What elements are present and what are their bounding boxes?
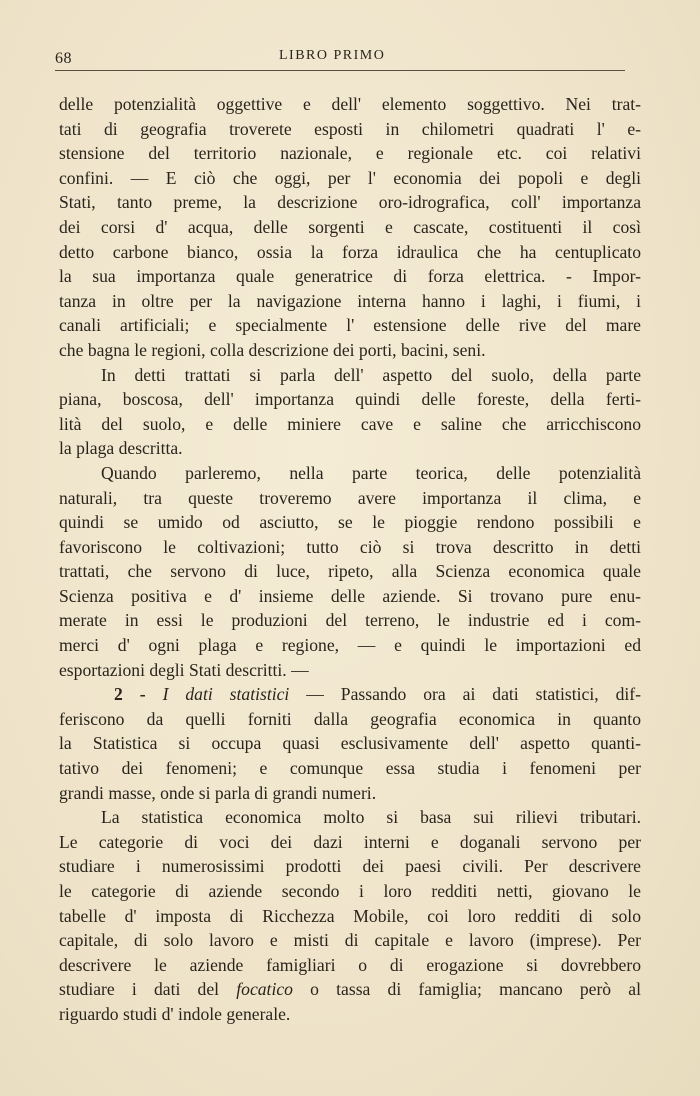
text-line: Le categorie di voci dei dazi interni e doganali servono per [59, 831, 641, 852]
text-line: stensione del territorio nazionale, e regionale etc. coi relativi [59, 143, 641, 164]
italic-term: focatico [236, 979, 293, 1000]
paragraph-5 [59, 805, 641, 1026]
text-line: La statistica economica molto si basa sui rilievi tributari. [101, 807, 641, 828]
paragraph-section-2 [59, 682, 641, 805]
text-line: trattati, che servono di luce, ripeto, alla Scienza economica quale [59, 561, 641, 582]
section-number: 2 - [114, 684, 146, 705]
paragraph-2 [59, 363, 641, 461]
section-title: I dati statistici [162, 684, 290, 705]
text-line: capitale, di solo lavoro e misti di capitale e lavoro (imprese). Per [59, 930, 641, 951]
text-line: piana, boscosa, dell' importanza quindi delle foreste, della ferti- [59, 389, 641, 410]
text-line: tati di geografia troverete esposti in chilometri quadrati l' e- [59, 118, 641, 139]
text-line: la sua importanza quale generatrice di forza elettrica. - Impor- [59, 266, 641, 287]
text-line: tanza in oltre per la navigazione interna hanno i laghi, i fiumi, i [59, 290, 641, 311]
text-line: studiare i numerosissimi prodotti dei paesi civili. Per descrivere [59, 856, 641, 877]
text-line: Stati, tanto preme, la descrizione oro-idrografica, coll' importanza [59, 192, 641, 213]
text-line: le categorie di aziende secondo i loro redditi netti, giovano le [59, 881, 641, 901]
text-line: dei corsi d' acqua, delle sorgenti e cascate, costituenti il così [59, 216, 641, 237]
text-line: In detti trattati si parla dell' aspetto del suolo, della parte [101, 364, 641, 385]
text-line [59, 977, 641, 1002]
text-line: descrivere le aziende famigliari o di erogazione si dovrebbero [59, 954, 641, 975]
text-line: tabelle d' imposta di Ricchezza Mobile, coi loro redditi di solo [59, 905, 641, 926]
page-header [55, 48, 625, 68]
text-line: la Statistica si occupa quasi esclusivamente dell' aspetto quanti- [59, 733, 641, 754]
text-fragment: o tassa di famiglia; mancano però al [310, 979, 641, 1000]
body-text [59, 92, 641, 1027]
text-line: esportazioni degli Stati descritti. — [59, 659, 309, 680]
running-head: LIBRO PRIMO [279, 48, 386, 63]
text-line: riguardo studi d' indole generale. [59, 1003, 291, 1024]
header-rule [55, 70, 625, 71]
text-line: favoriscono le coltivazioni; tutto ciò si trova descritto in detti [59, 536, 641, 557]
text-line: che bagna le regioni, colla descrizione dei porti, bacini, seni. [59, 339, 486, 360]
paragraph-1 [59, 92, 641, 363]
text-line: confini. — E ciò che oggi, per l' economia dei popoli e degli [59, 167, 641, 188]
text-line: merate in essi le produzioni del terreno, le industrie ed i com- [59, 610, 641, 631]
text-fragment: studiare i dati del [59, 979, 220, 1000]
text-line: quindi se umido od asciutto, se le pioggie rendono possibili e [59, 512, 641, 533]
text-line: feriscono da quelli forniti dalla geografia economica in quanto [59, 708, 641, 729]
text-line: detto carbone bianco, ossia la forza idraulica che ha centuplicato [59, 241, 641, 262]
section-heading-line [59, 682, 641, 707]
text-line: Quando parleremo, nella parte teorica, delle potenzialità [101, 462, 641, 483]
text-line: la plaga descritta. [59, 438, 183, 459]
text-line: merci d' ogni plaga e regione, — e quindi le importazioni ed [59, 635, 641, 656]
paragraph-3 [59, 461, 641, 682]
text-fragment: — Passando ora ai dati statistici, dif- [306, 684, 641, 705]
text-line: lità del suolo, e delle miniere cave e saline che arricchiscono [59, 413, 641, 434]
page-number: 68 [55, 50, 72, 67]
text-line: grandi masse, onde si parla di grandi numeri. [59, 782, 377, 803]
text-line: delle potenzialità oggettive e dell' elemento soggettivo. Nei trat- [59, 94, 641, 114]
text-line: canali artificiali; e specialmente l' estensione delle rive del mare [59, 315, 641, 336]
text-line: naturali, tra queste troveremo avere importanza il clima, e [59, 487, 641, 508]
text-line: Scienza positiva e d' insieme delle aziende. Si trovano pure enu- [59, 585, 641, 606]
text-line: tativo dei fenomeni; e comunque essa studia i fenomeni per [59, 758, 641, 779]
